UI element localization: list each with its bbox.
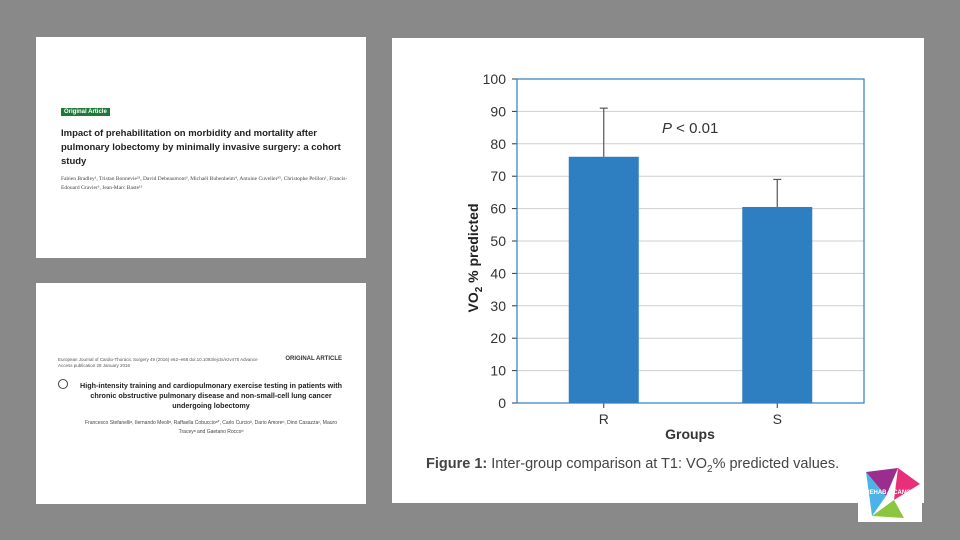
y-tick-label: 40 [490,265,506,282]
y-tick-label: 60 [490,200,506,217]
figure-panel [392,38,924,503]
section-label: ORIGINAL ARTICLE [285,356,342,362]
y-tick-label: 10 [490,362,506,379]
paper-title: Impact of prehabilitation on morbidity and mortality after pulmonary lobectomy by minimally invasive surgery: a cohort study [61,128,341,167]
prehab-logo-graphic [858,466,922,522]
x-axis-label: Groups [665,426,715,442]
bar [742,207,812,403]
paper-authors: Fabien Bradley¹, Tristan Bonnevie²³, David Debeaumont², Michaël Bubenheim⁴, Antoine Cuvelier³⁵, Christophe Peillon¹, Francis-Edouard Gravier², Jean-Marc Baste¹³ [61,176,348,191]
y-tick-label: 50 [490,233,506,249]
y-tick-label: 90 [490,103,506,120]
p-value-annotation: P < 0.01 [662,120,719,137]
y-tick-label: 0 [498,395,506,411]
x-tick-label: S [772,411,782,427]
y-tick-label: 70 [490,168,506,185]
paper-thumbnail-1 [36,37,366,258]
y-axis-label: $VO_2$ % predicted [465,203,485,313]
bar [569,157,639,403]
journal-citation: European Journal of Cardio-Thoracic Surgery 49 (2016) e62–e68 doi:10.1093/ejcts/ezv475 Advance Access publication 28 January 2016 [58,357,258,368]
y-tick-label: 30 [490,297,506,314]
y-tick-label: 80 [490,135,506,152]
logo-text: PREHAB 4 CANCER [861,490,919,496]
y-tick-label: 100 [482,71,506,87]
article-tag: Original Article [61,108,110,116]
paper-authors: Francesco Stefanelliᵃ, Ilernando Meoliᵃ, Raffaella Cobuccioᵃ*, Carlo Curcioᵇ, Dario Amoreᵇ, Dino Casazzaᶜ, Mauro Traceyᵃ and Gaetano Roccoᵈ [85,420,337,435]
bar-chart [392,38,924,503]
y-tick-label: 20 [490,330,506,347]
paper-title: High-intensity training and cardiopulmonary exercise testing in patients with chronic obstructive pulmonary disease and non-small-cell lung cancer undergoing lobectomy [80,381,342,410]
x-tick-label: R [598,411,609,427]
open-access-icon [58,379,68,389]
paper-thumbnail-2 [36,283,366,504]
prehab-logo [858,466,922,522]
figure-caption: Figure 1: Inter-group comparison at T1: $VO_2\%$ predicted values. [426,456,840,475]
